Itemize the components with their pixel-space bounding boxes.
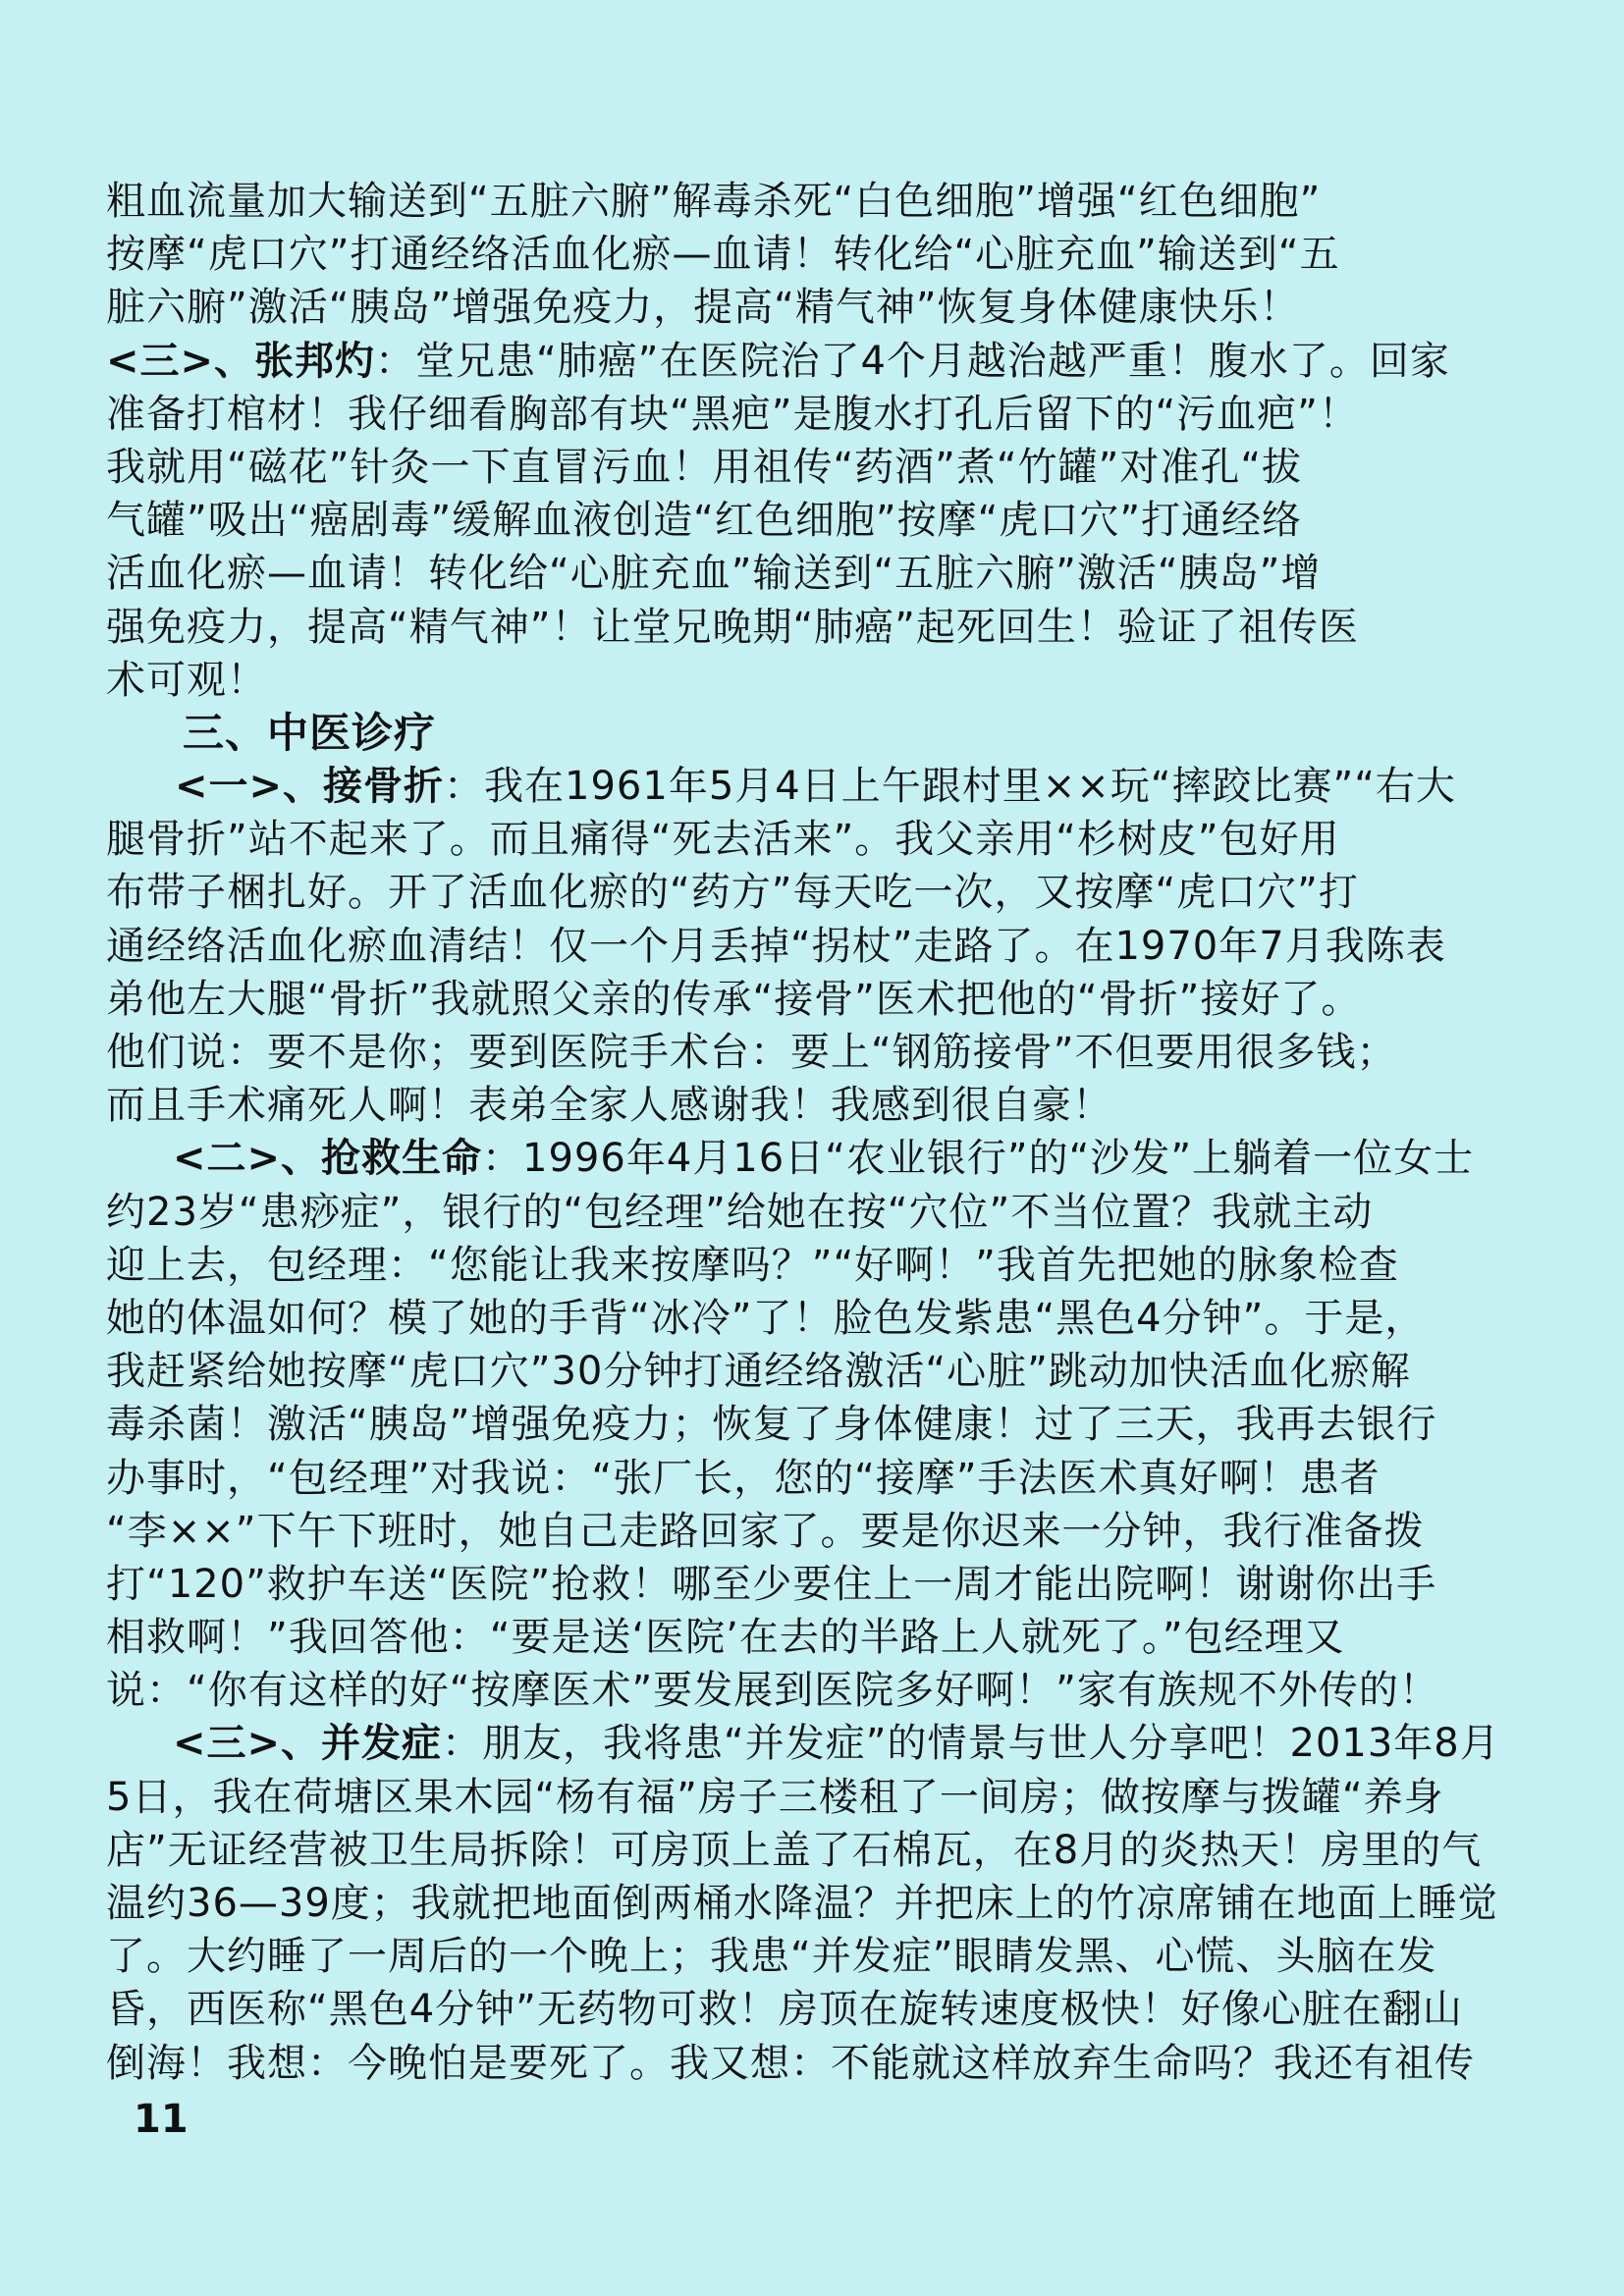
text-line: 相救啊！”我回答他：“要是送‘医院’在去的半路上人就死了。”包经理又 <box>106 1615 1345 1661</box>
text-line: 准备打棺材！我仔细看胸部有块“黑疤”是腹水打孔后留下的“污血疤”！ <box>106 391 1359 437</box>
text-line: 温约36—39度；我就把地面倒两桶水降温？并把床上的竹凉席铺在地面上睡觉 <box>106 1881 1498 1926</box>
text-fragment: ：我在1961年5月4日上午跟村里××玩“摔跤比赛”“右大 <box>444 764 1456 810</box>
page-number: 11 <box>134 2097 189 2142</box>
text-line: 脏六腑”激活“胰岛”增强免疫力，提高“精气神”恢复身体健康快乐！ <box>106 285 1300 331</box>
text-line: 她的体温如何？模了她的手背“冰冷”了！脸色发紫患“黑色4分钟”。于是， <box>106 1295 1426 1341</box>
text-line: 说：“你有这样的好“按摩医术”要发展到医院多好啊！”家有族规不外传的！ <box>106 1668 1439 1714</box>
text-line <box>106 1132 1549 1185</box>
subsection-heading: <一>、接骨折 <box>175 764 445 810</box>
text-line: 粗血流量加大输送到“五脏六腑”解毒杀死“白色细胞”增强“红色细胞” <box>106 179 1322 224</box>
text-line: 活血化瘀—血请！转化给“心脏充血”输送到“五脏六腑”激活“胰岛”增 <box>106 551 1322 597</box>
text-line: 我就用“磁花”针灸一下直冒污血！用祖传“药酒”煮“竹罐”对准孔“拔 <box>106 444 1303 490</box>
section-title: 三、中医诊疗 <box>183 708 437 757</box>
text-fragment: ：堂兄患“肺癌”在医院治了4个月越治越严重！腹水了。回家 <box>375 338 1450 384</box>
text-line: “李××”下午下班时，她自己走路回家了。要是你迟来一分钟，我行准备拨 <box>106 1508 1425 1554</box>
subsection-heading: <三>、张邦灼 <box>106 338 376 384</box>
text-line: 强免疫力，提高“精气神”！让堂兄晚期“肺癌”起死回生！验证了祖传医 <box>106 604 1359 650</box>
text-line: 弟他左大腿“骨折”我就照父亲的传承“接骨”医术把他的“骨折”接好了。 <box>106 976 1362 1022</box>
text-line <box>106 760 1549 813</box>
text-line: 按摩“虎口穴”打通经络活血化瘀—血请！转化给“心脏充血”输送到“五 <box>106 232 1340 278</box>
text-line: 术可观！ <box>106 657 267 703</box>
subsection-heading: <三>、并发症 <box>173 1721 443 1767</box>
text-line: 通经络活血化瘀血清结！仅一个月丢掉“拐杖”走路了。在1970年7月我陈表 <box>106 923 1446 969</box>
text-line: 倒海！我想：今晚怕是要死了。我又想：不能就这样放弃生命吗？我还有祖传 <box>106 2040 1475 2086</box>
text-line: 打“120”救护车送“医院”抢救！哪至少要住上一周才能出院啊！谢谢你出手 <box>106 1561 1437 1607</box>
text-line: 约23岁“患痧症”，银行的“包经理”给她在按“穴位”不当位置？我就主动 <box>106 1189 1374 1235</box>
subsection-heading: <二>、抢救生命 <box>173 1136 483 1182</box>
text-line: 迎上去，包经理：“您能让我来按摩吗？”“好啊！”我首先把她的脉象检查 <box>106 1242 1399 1288</box>
text-line: 而且手术痛死人啊！表弟全家人感谢我！我感到很自豪！ <box>106 1083 1112 1129</box>
text-line: 腿骨折”站不起来了。而且痛得“死去活来”。我父亲用“杉树皮”包好用 <box>106 817 1340 863</box>
text-fragment: ：1996年4月16日“农业银行”的“沙发”上躺着一位女士 <box>482 1136 1475 1182</box>
text-line: 我赶紧给她按摩“虎口穴”30分钟打通经络激活“心脏”跳动加快活血化瘀解 <box>106 1349 1411 1395</box>
text-line <box>106 335 1549 388</box>
text-line: 店”无证经营被卫生局拆除！可房顶上盖了石棉瓦，在8月的炎热天！房里的气 <box>106 1827 1483 1873</box>
text-line <box>106 1717 1549 1770</box>
text-line: 气罐”吸出“癌剧毒”缓解血液创造“红色细胞”按摩“虎口穴”打通经络 <box>106 498 1303 544</box>
text-line: 布带子梱扎好。开了活血化瘀的“药方”每天吃一次，又按摩“虎口穴”打 <box>106 870 1359 916</box>
text-line: 了。大约睡了一周后的一个晚上；我患“并发症”眼睛发黑、心慌、头脑在发 <box>106 1934 1437 1980</box>
page-body <box>106 175 1549 2090</box>
text-line: 毒杀菌！激活“胰岛”增强免疫力；恢复了身体健康！过了三天，我再去银行 <box>106 1402 1437 1448</box>
text-fragment: ：朋友，我将患“并发症”的情景与世人分享吧！2013年8月 <box>442 1721 1500 1767</box>
text-line: 昏，西医称“黑色4分钟”无药物可救！房顶在旋转速度极快！好像心脏在翻山 <box>106 1987 1463 2033</box>
text-line: 5日，我在荷塘区果木园“杨有福”房子三楼租了一间房；做按摩与拨罐“养身 <box>106 1774 1444 1820</box>
text-line: 他们说：要不是你；要到医院手术台：要上“钢筋接骨”不但要用很多钱； <box>106 1030 1397 1075</box>
text-line: 办事时，“包经理”对我说：“张厂长，您的“接摩”手法医术真好啊！患者 <box>106 1455 1380 1501</box>
